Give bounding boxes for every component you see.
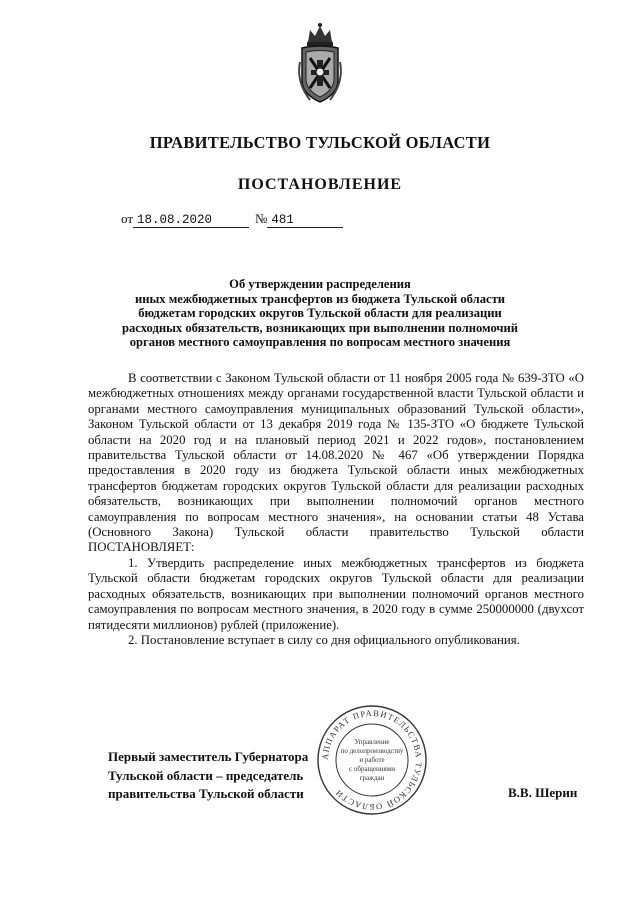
document-subject [80, 277, 560, 350]
stamp-center-line: с обращениями [349, 765, 395, 773]
coat-of-arms-emblem [296, 22, 344, 106]
stamp-center-line: и работе [359, 756, 385, 764]
number-prefix: № [255, 211, 268, 226]
official-stamp [314, 702, 430, 818]
subject-line: расходных обязательств, возникающих при выполнении полномочий [121, 320, 519, 335]
subject-line: иных межбюджетных трансфертов из бюджета Тульской области [134, 291, 506, 306]
stamp-center-line: Управление [354, 738, 390, 746]
document-date: 18.08.2020 [133, 214, 249, 228]
date-number-line [121, 211, 343, 228]
subject-line: органов местного самоуправления по вопросам местного значения [129, 335, 511, 350]
date-prefix: от [121, 211, 134, 226]
subject-line: бюджетам городских округов Тульской области для реализации [138, 306, 502, 321]
preamble-paragraph: В соответствии с Законом Тульской области от 11 ноября 2005 года № 639-ЗТО «О межбюджетных отношениях между органами государственной власти Тульской области и органами местного самоуправления муниципальных образований Тульской области», Законом Тульской области от 13 декабря 2019 года № 135-ЗТО «О бюджете Тульской области на 2020 год и на плановый период 2021 и 2022 годов», постановлением правительства Тульской области от 14.08.2020 № 467 «Об утверждении Порядка предоставления в 2020 году из бюджета Тульской области иных межбюджетных трансфертов бюджетам городских округов Тульской области для реализации расходных обязательств, возникающих при выполнении полномочий органов местного самоуправления по вопросам местного значения», на основании статьи 48 Устава (Основного Закона) Тульской области правительство Тульской области ПОСТАНОВЛЯЕТ: [88, 371, 584, 555]
position-line: Тульской области – председатель [108, 767, 304, 783]
stamp-center-line: по делопроизводству [340, 747, 404, 755]
stamp-center-line: граждан [359, 774, 385, 782]
clause-1-paragraph: 1. Утвердить распределение иных межбюджетных трансфертов из бюджета Тульской области бюджетам городских округов Тульской области для реализации расходных обязательств, возникающих при выполнении полномочий органов местного самоуправления по вопросам местного значения, в 2020 году в сумме 250000000 (двухсот пятидесяти миллионов) рублей (приложение). [88, 555, 584, 632]
clause-2-paragraph: 2. Постановление вступает в силу со дня официального опубликования. [128, 632, 520, 647]
document-type: ПОСТАНОВЛЕНИЕ [237, 176, 403, 193]
government-title: ПРАВИТЕЛЬСТВО ТУЛЬСКОЙ ОБЛАСТИ [149, 133, 491, 152]
document-number: 481 [267, 214, 343, 228]
signer-name: В.В. Шерин [508, 785, 578, 800]
position-line: Первый заместитель Губернатора [108, 749, 309, 764]
subject-line: Об утверждении распределения [229, 277, 411, 291]
stamp-ring-text: АППАРАТ ПРАВИТЕЛЬСТВА ТУЛЬСКОЙ ОБЛАСТИ [319, 707, 425, 813]
document-body [88, 371, 584, 648]
position-line: правительства Тульской области [108, 786, 304, 801]
signatory-position [108, 748, 308, 804]
